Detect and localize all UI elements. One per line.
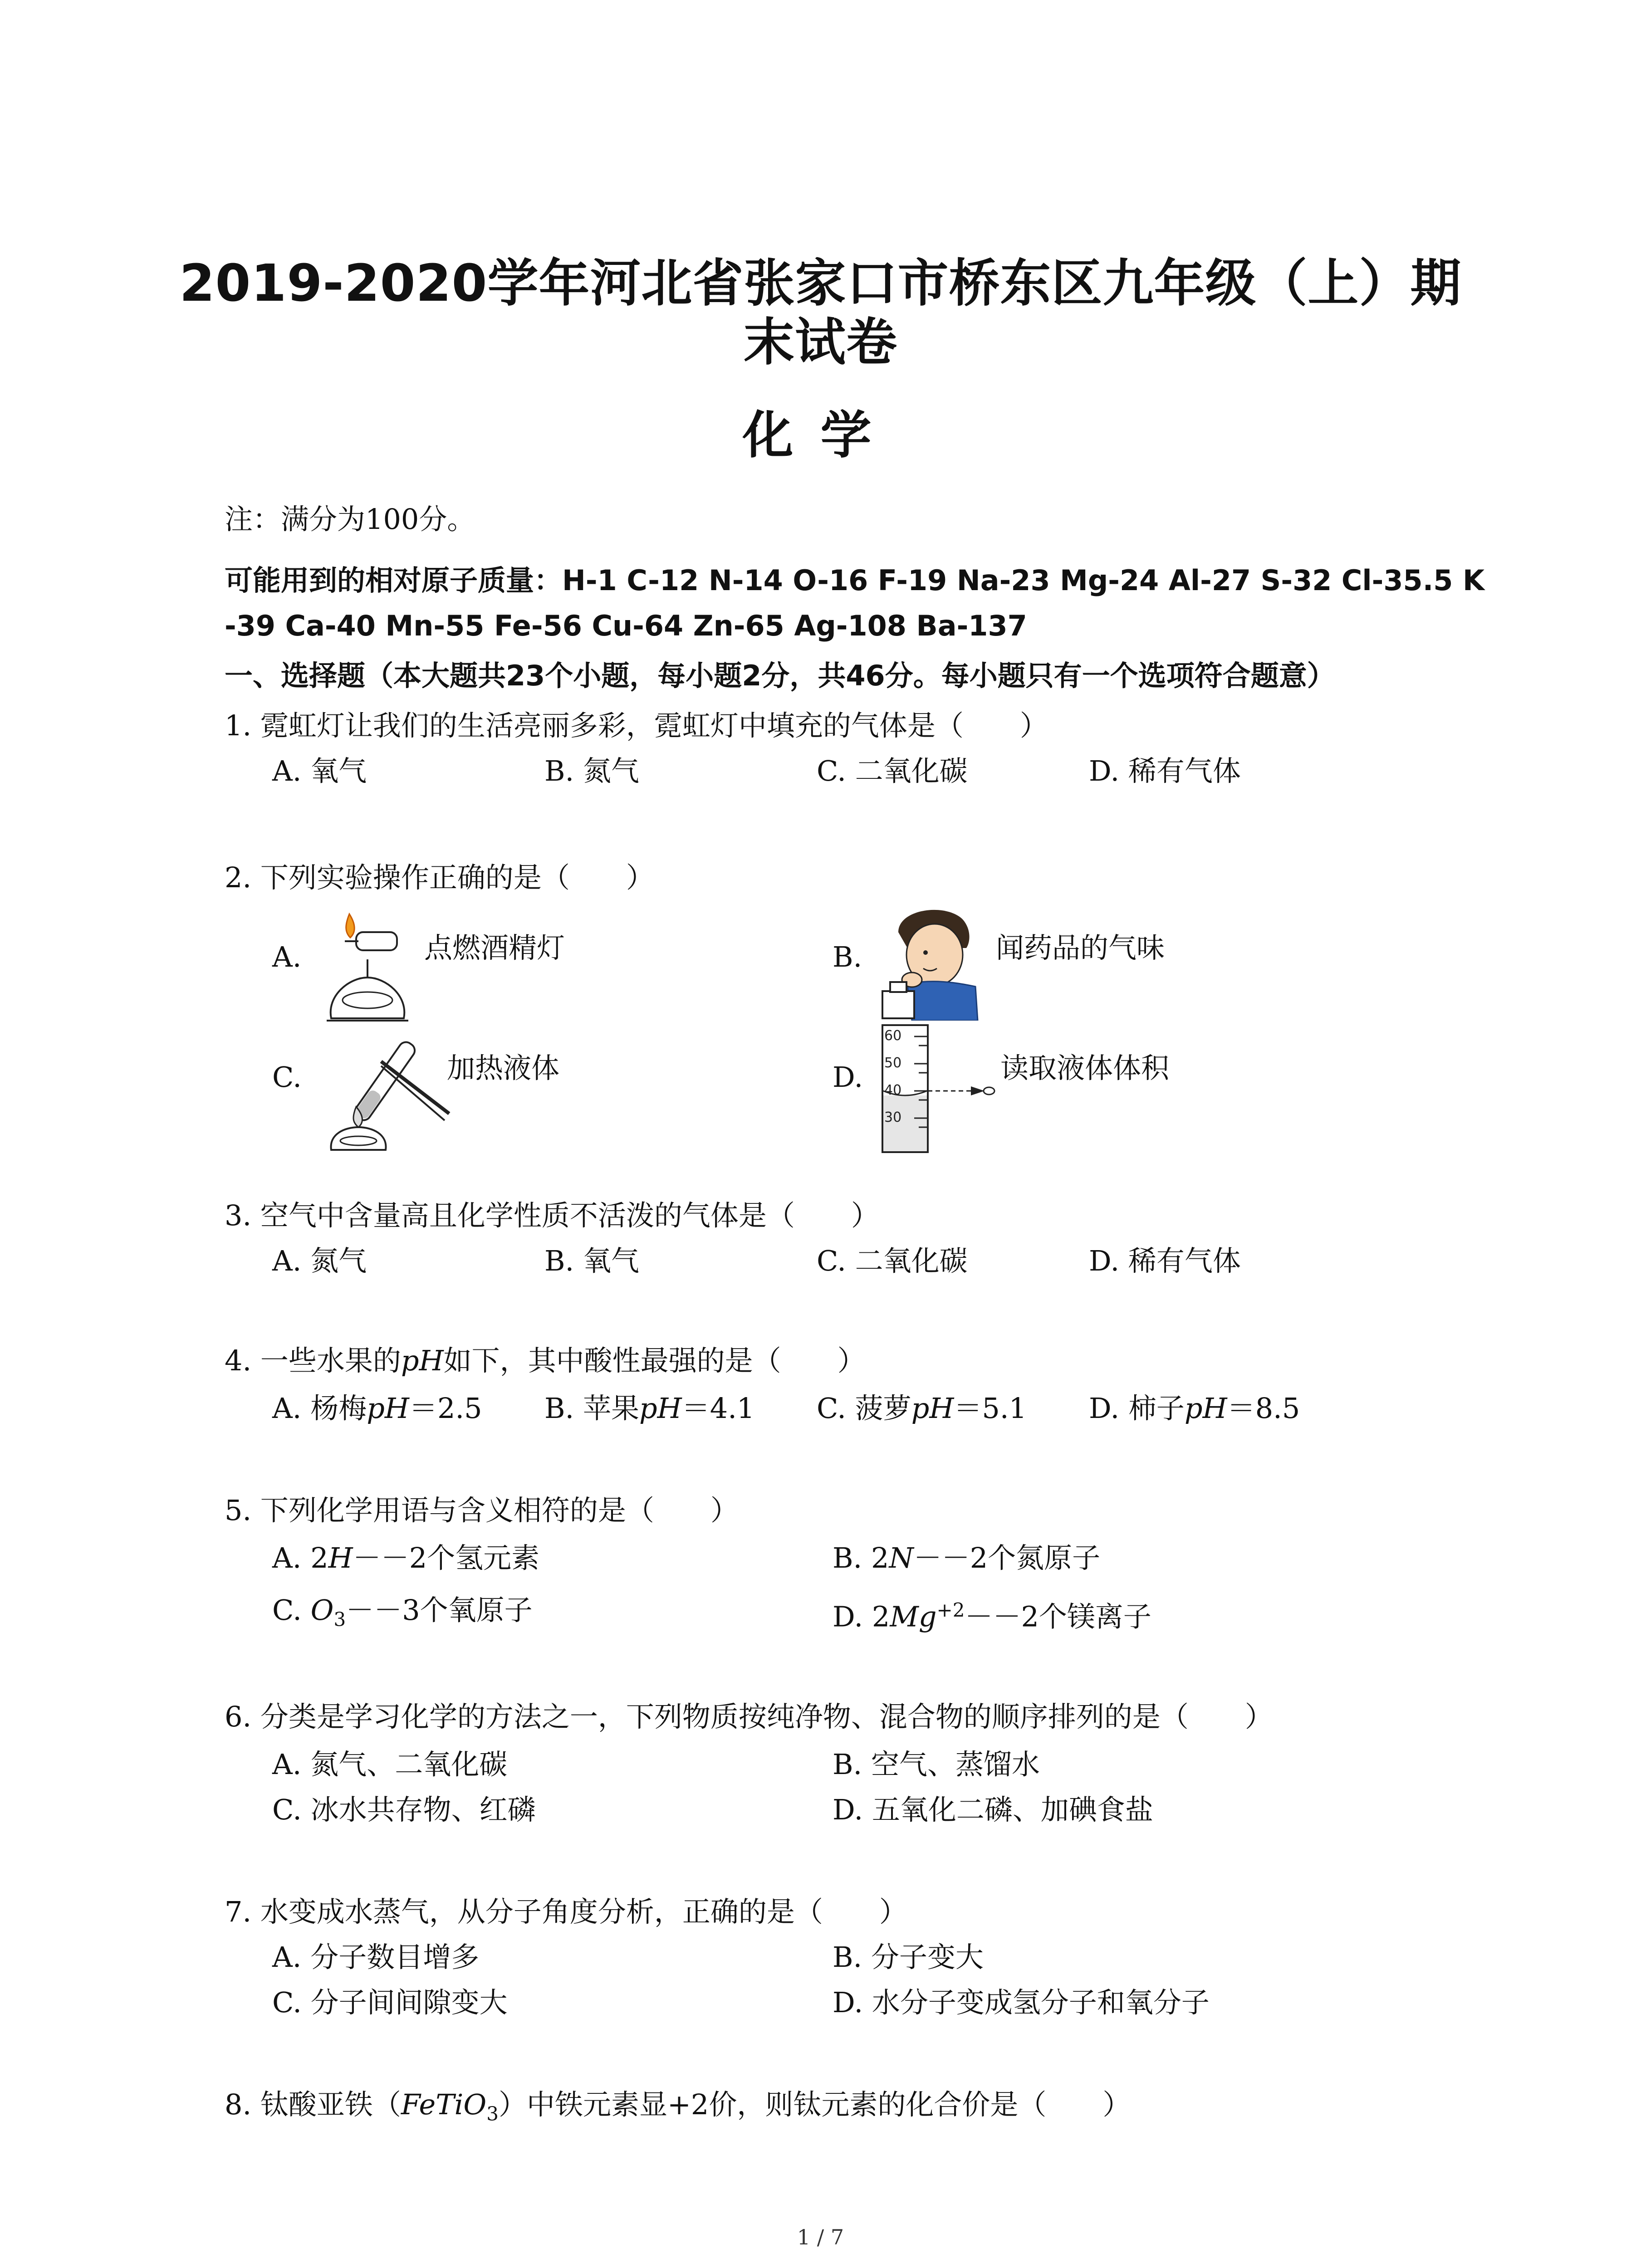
question-2-stem: 2. 下列实验操作正确的是（ ） (225, 861, 654, 894)
q4-option-d: D. 柿子pH＝8.5 (1089, 1392, 1300, 1425)
q7-option-b: B. 分子变大 (833, 1941, 984, 1974)
question-8-stem: 8. 钛酸亚铁（FeTiO$_3$）中铁元素显+2价，则钛元素的化合价是（ ） (225, 2088, 1131, 2125)
page-number: 1 / 7 (797, 2225, 844, 2249)
subject-title: 化学 (742, 406, 899, 465)
q6-option-c: C. 冰水共存物、红磷 (272, 1793, 536, 1826)
question-3-stem: 3. 空气中含量高且化学性质不活泼的气体是（ ） (225, 1199, 879, 1232)
q7-option-a: A. 分子数目增多 (272, 1941, 480, 1974)
q4-option-b: B. 苹果pH＝4.1 (544, 1392, 755, 1425)
q3-option-b: B. 氧气 (544, 1244, 639, 1277)
section-heading: 一、选择题（本大题共23个小题，每小题2分，共46分。每小题只有一个选项符合题意） (225, 659, 1335, 692)
cylinder-tick-50: 50 (884, 1055, 902, 1071)
q5-option-d: D. $2Mg^{+2}--2$个镁离子 (833, 1599, 1151, 1633)
q6-option-a: A. 氮气、二氧化碳 (272, 1748, 508, 1781)
question-5-stem: 5. 下列化学用语与含义相符的是（ ） (225, 1494, 739, 1527)
q2-caption-d: 读取液体体积 (1000, 1051, 1170, 1085)
atomic-mass-line2: -39 Ca-40 Mn-55 Fe-56 Cu-64 Zn-65 Ag-108 Ba-137 (225, 609, 1027, 642)
q2-option-a: A. (272, 940, 302, 973)
question-4-stem: 4. 一些水果的pH如下，其中酸性最强的是（ ） (225, 1344, 866, 1377)
q4-option-c: C. 菠萝pH＝5.1 (817, 1392, 1027, 1425)
q2-option-d: D. (833, 1061, 863, 1094)
question-6-stem: 6. 分类是学习化学的方法之一，下列物质按纯净物、混合物的顺序排列的是（ ） (225, 1700, 1273, 1733)
q2-caption-a: 点燃酒精灯 (424, 931, 565, 964)
cylinder-tick-60: 60 (884, 1028, 902, 1044)
smelling-chemical-illustration (880, 900, 989, 1021)
graduated-cylinder-illustration (878, 1023, 996, 1154)
q7-option-c: C. 分子间间隙变大 (272, 1986, 508, 2019)
cylinder-tick-40: 40 (884, 1082, 902, 1098)
q5-option-c: C. $O_3--3$个氧原子 (272, 1593, 533, 1631)
q5-option-b: B. 2N－－2个氮原子 (833, 1541, 1101, 1574)
cylinder-tick-30: 30 (884, 1110, 902, 1125)
q1-option-b: B. 氮气 (544, 754, 639, 787)
q6-option-b: B. 空气、蒸馏水 (833, 1748, 1040, 1781)
q2-option-b: B. (833, 940, 862, 973)
q1-option-a: A. 氧气 (272, 754, 367, 787)
heating-liquid-illustration (313, 1030, 458, 1152)
q4-option-a: A. 杨梅pH＝2.5 (272, 1392, 482, 1425)
q3-option-c: C. 二氧化碳 (817, 1244, 968, 1277)
q2-caption-c: 加热液体 (447, 1051, 560, 1085)
q6-option-d: D. 五氧化二磷、加碘食盐 (833, 1793, 1153, 1826)
full-score-note: 注：满分为100分。 (225, 503, 475, 536)
q2-option-c: C. (272, 1061, 302, 1094)
q7-option-d: D. 水分子变成氢分子和氧分子 (833, 1986, 1210, 2019)
exam-title-line1: 2019-2020学年河北省张家口市桥东区九年级（上）期 (179, 254, 1462, 313)
q1-option-c: C. 二氧化碳 (817, 754, 968, 787)
question-7-stem: 7. 水变成水蒸气，从分子角度分析，正确的是（ ） (225, 1895, 907, 1928)
alcohol-lamp-lighting-illustration (313, 905, 422, 1027)
q1-option-d: D. 稀有气体 (1089, 754, 1241, 787)
q2-caption-b: 闻药品的气味 (996, 931, 1165, 964)
question-1-stem: 1. 霓虹灯让我们的生活亮丽多彩，霓虹灯中填充的气体是（ ） (225, 709, 1048, 742)
atomic-mass-line1: 可能用到的相对原子质量：H-1 C-12 N-14 O-16 F-19 Na-23 Mg-24 Al-27 S-32 Cl-35.5 K (225, 564, 1485, 597)
q3-option-a: A. 氮气 (272, 1244, 367, 1277)
exam-title-line2: 末试卷 (744, 313, 897, 372)
q3-option-d: D. 稀有气体 (1089, 1244, 1241, 1277)
q5-option-a: A. 2H－－2个氢元素 (272, 1541, 540, 1574)
